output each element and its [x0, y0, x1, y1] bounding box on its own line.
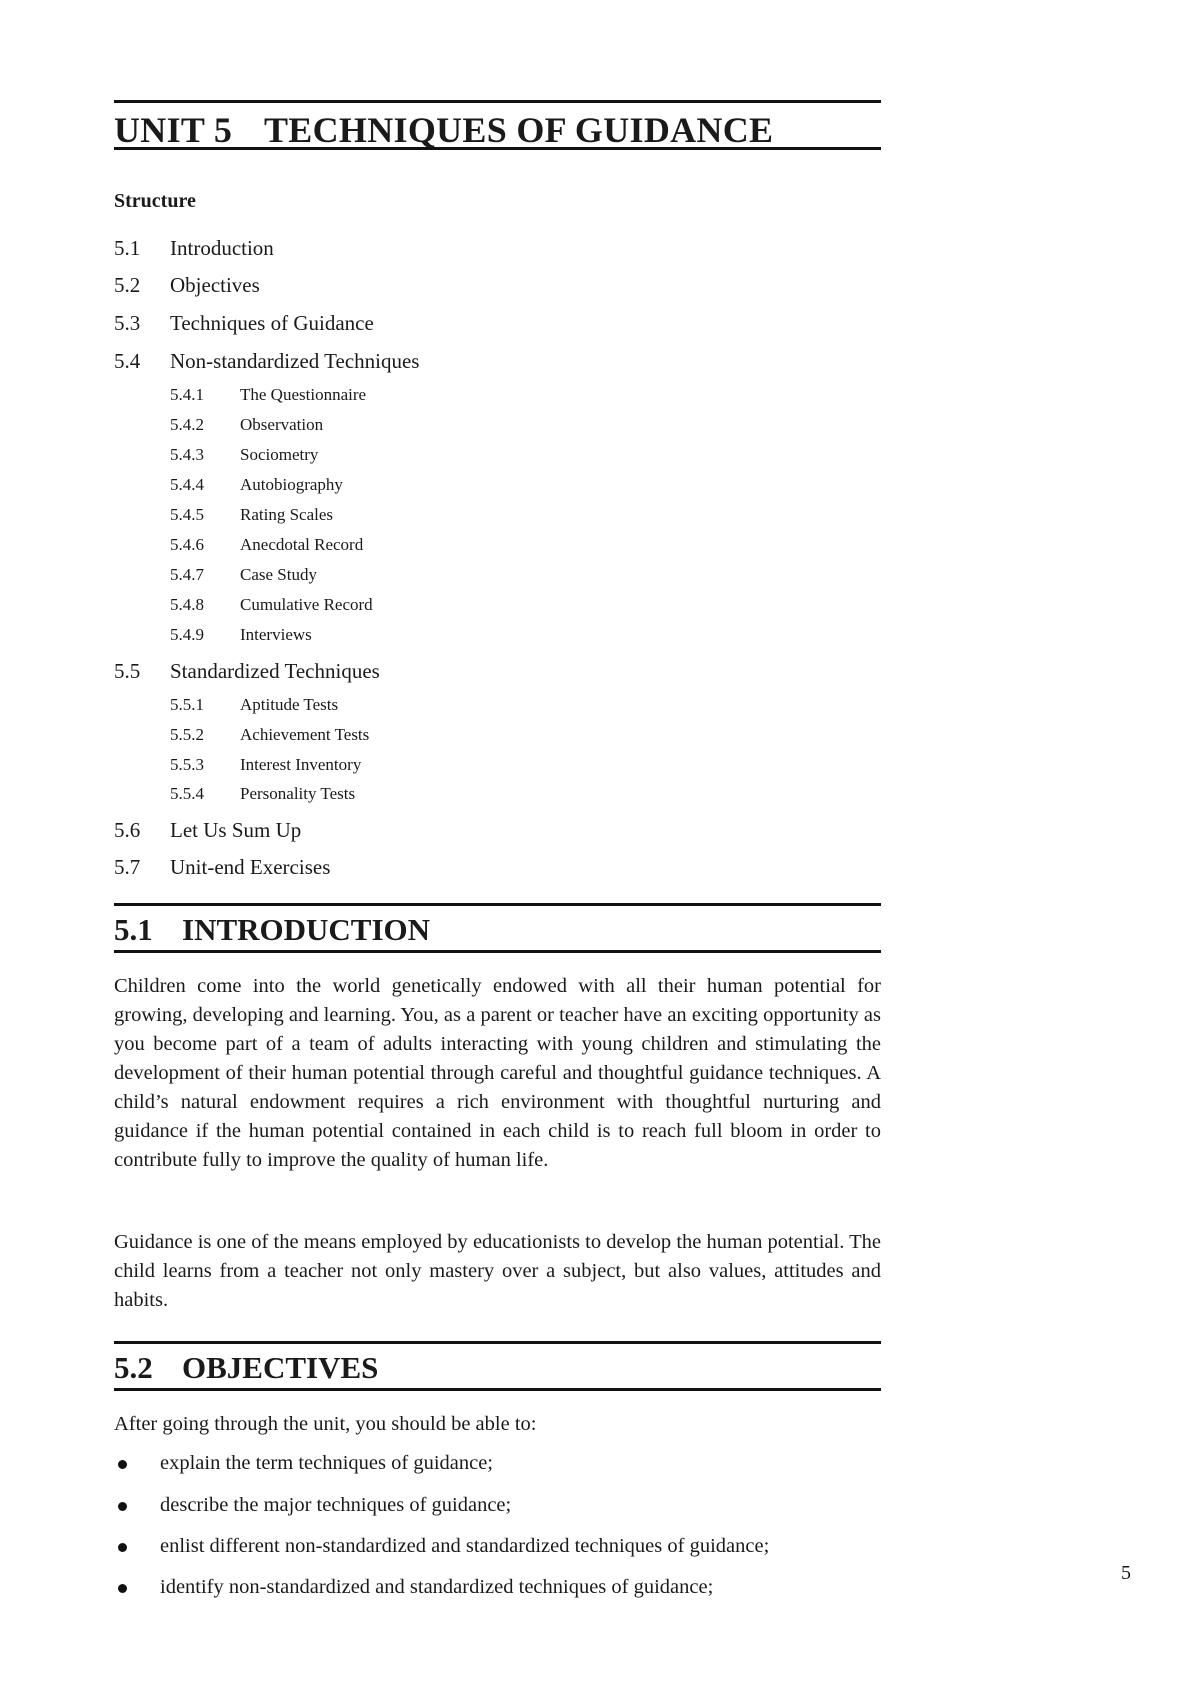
section-title-text: INTRODUCTION: [182, 912, 431, 947]
toc-subnumber: 5.4.3: [170, 445, 204, 464]
toc-subnumber: 5.4.8: [170, 595, 204, 614]
toc-subnumber: 5.4.2: [170, 415, 204, 434]
unit-title-text: TECHNIQUES OF GUIDANCE: [264, 110, 774, 150]
toc-sublabel: Interest Inventory: [240, 755, 362, 774]
toc-number: 5.3: [114, 311, 141, 335]
toc-subnumber: 5.4.6: [170, 535, 204, 554]
bullet-text: explain the term techniques of guidance;: [160, 1452, 494, 1474]
toc-sublabel: Cumulative Record: [240, 595, 373, 614]
toc-number: 5.6: [114, 818, 141, 842]
unit-number: UNIT 5: [114, 110, 233, 150]
section-number: 5.1: [114, 912, 153, 947]
bullet-text: identify non-standardized and standardized techniques of guidance;: [160, 1576, 714, 1598]
section-title: [114, 1350, 378, 1386]
toc-sublabel: Observation: [240, 415, 324, 434]
toc-subnumber: 5.5.3: [170, 755, 204, 774]
toc-label: Let Us Sum Up: [170, 818, 302, 842]
toc-label: Objectives: [170, 273, 260, 297]
toc-sublabel: Rating Scales: [240, 505, 334, 524]
section-number: 5.2: [114, 1350, 153, 1385]
bullet-text: describe the major techniques of guidance;: [160, 1494, 512, 1516]
toc-subnumber: 5.4.4: [170, 475, 204, 494]
toc-sublabel: Case Study: [240, 565, 317, 584]
toc-subnumber: 5.4.9: [170, 625, 204, 644]
toc-number: 5.5: [114, 659, 141, 683]
toc-number: 5.2: [114, 273, 141, 297]
unit-title: [114, 109, 773, 151]
toc-label: Techniques of Guidance: [170, 311, 374, 335]
toc-sublabel: Personality Tests: [240, 784, 356, 803]
objectives-intro: After going through the unit, you should be able to:: [114, 1413, 537, 1435]
unit-heading: [114, 100, 881, 150]
toc-label: Unit-end Exercises: [170, 855, 331, 879]
toc-subnumber: 5.5.4: [170, 784, 204, 803]
toc-label: Introduction: [170, 236, 274, 260]
toc-number: 5.1: [114, 236, 141, 260]
toc-sublabel: Autobiography: [240, 475, 343, 494]
toc-subnumber: 5.4.7: [170, 565, 204, 584]
bullet-icon: [118, 1502, 127, 1511]
toc-sublabel: Interviews: [240, 625, 312, 644]
page-number: 5: [1121, 1562, 1131, 1584]
introduction-paragraph: Children come into the world genetically endowed with all their human potential for growing, developing and learning. You, as a parent or teacher have an exciting opportunity as you become part of a team of adults interacting with young children and stimulating the development of their human potential through careful and thoughtful guidance techniques. A child’s natural endowment requires a rich environment with thoughtful nurturing and guidance if the human potential contained in each child is to reach full bloom in order to contribute fully to improve the quality of human life.: [114, 975, 881, 1171]
toc-sublabel: Sociometry: [240, 445, 319, 464]
toc-sublabel: The Questionnaire: [240, 385, 367, 404]
toc-subnumber: 5.5.2: [170, 725, 204, 744]
toc-subnumber: 5.4.5: [170, 505, 204, 524]
toc-number: 5.7: [114, 855, 141, 879]
introduction-heading: [114, 903, 881, 953]
bullet-icon: [118, 1584, 127, 1593]
toc-subnumber: 5.4.1: [170, 385, 204, 404]
toc-subnumber: 5.5.1: [170, 695, 204, 714]
section-title: [114, 912, 430, 948]
bullet-icon: [118, 1543, 127, 1552]
toc-sublabel: Aptitude Tests: [240, 695, 339, 714]
objectives-heading: [114, 1341, 881, 1391]
toc-sublabel: Anecdotal Record: [240, 535, 364, 554]
toc-label: Non-standardized Techniques: [170, 349, 420, 373]
toc-number: 5.4: [114, 349, 141, 373]
bullet-text: enlist different non-standardized and standardized techniques of guidance;: [160, 1535, 770, 1557]
introduction-paragraph: Guidance is one of the means employed by educationists to develop the human potential. The child learns from a teacher not only mastery over a subject, but also values, attitudes and habits.: [114, 1231, 881, 1311]
section-title-text: OBJECTIVES: [182, 1350, 379, 1385]
structure-label: Structure: [114, 190, 196, 212]
bullet-icon: [118, 1460, 127, 1469]
toc-label: Standardized Techniques: [170, 659, 380, 683]
toc-sublabel: Achievement Tests: [240, 725, 370, 744]
